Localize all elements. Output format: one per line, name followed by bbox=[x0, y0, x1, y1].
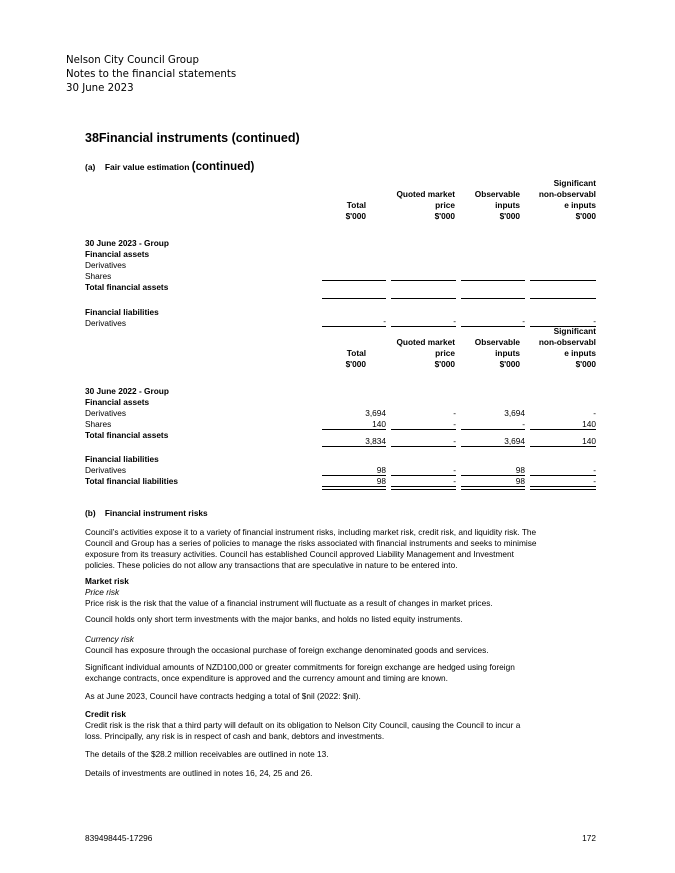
col-header-observable-2023: Observable inputs $'000 bbox=[474, 189, 520, 221]
cell-2022-deriv-total: 3,694 bbox=[365, 408, 386, 418]
rule bbox=[391, 298, 456, 299]
cell-2022-liabderiv-total: 98 bbox=[376, 465, 386, 475]
col-header-significant-2023: Significant non-observabl e inputs $'000 bbox=[538, 178, 596, 221]
currency-risk-heading: Currency risk bbox=[85, 634, 134, 644]
table-2023-liabilities-label: Financial liabilities bbox=[85, 307, 159, 317]
market-risk-block bbox=[85, 576, 600, 609]
intro-paragraph: Council’s activities expose it to a variety of financial instrument risks, including market risk, credit risk, and liquidity risk. The Council and Group has a series of policies to manage the risks associated with financial instruments and seeks to minimise exposure from its treasury activities. Council has established Council approved Liability Management and Investment policies. These policies do not allow any transactions that are speculative in nature to be entered into. bbox=[85, 527, 537, 570]
cell-2023-liab-observable: - bbox=[522, 316, 525, 326]
table-2022-heading: 30 June 2022 - Group bbox=[85, 386, 169, 396]
credit-risk-text-3: Details of investments are outlined in notes 16, 24, 25 and 26. bbox=[85, 768, 313, 778]
cell-2022-totalliab-observable: 98 bbox=[515, 476, 525, 486]
rule bbox=[530, 298, 596, 299]
rule bbox=[461, 429, 525, 430]
table-2022-liabilities-label: Financial liabilities bbox=[85, 454, 159, 464]
rule bbox=[322, 446, 386, 447]
price-risk-heading: Price risk bbox=[85, 587, 120, 597]
col-header-total-2022: Total $'000 bbox=[345, 348, 366, 369]
table-2022-liab-derivatives-label: Derivatives bbox=[85, 465, 127, 475]
rule bbox=[530, 280, 596, 281]
rule bbox=[530, 429, 596, 430]
subsection-a-continued: (continued) bbox=[191, 161, 255, 173]
cell-2022-deriv-significant: - bbox=[593, 408, 596, 418]
currency-risk-block bbox=[85, 634, 600, 656]
credit-risk-text-2: The details of the $28.2 million receivables are outlined in note 13. bbox=[85, 749, 329, 759]
col-header-quoted-2023: Quoted market price $'000 bbox=[396, 189, 455, 221]
org-name: Nelson City Council Group bbox=[66, 55, 199, 66]
rule bbox=[461, 298, 525, 299]
cell-2022-totalassets-significant: 140 bbox=[582, 436, 596, 446]
col-header-significant-2022: Significant non-observabl e inputs $'000 bbox=[538, 326, 596, 369]
double-rule bbox=[461, 486, 525, 490]
cell-2022-totalassets-quoted: - bbox=[453, 436, 456, 446]
subsection-b-heading bbox=[85, 508, 208, 518]
cell-2023-liab-total: - bbox=[383, 316, 386, 326]
footer-doc-id: 839498445-17296 bbox=[85, 833, 153, 843]
rule bbox=[391, 429, 456, 430]
table-2022-assets-label: Financial assets bbox=[85, 397, 150, 407]
rule bbox=[461, 446, 525, 447]
price-risk-text-2: Council holds only short term investments with the major banks, and holds no listed equity instruments. bbox=[85, 614, 463, 624]
section-number: 38 bbox=[85, 131, 99, 145]
subsection-a-title: Fair value estimation bbox=[104, 162, 190, 172]
currency-risk-text-2: Significant individual amounts of NZD100,000 or greater commitments for foreign exchange are hedged using foreign exchange contracts, once expenditure is approved and the currency amount and timing are known. bbox=[85, 662, 515, 683]
subsection-b-label: (b) bbox=[85, 508, 96, 518]
cell-2022-deriv-observable: 3,694 bbox=[504, 408, 525, 418]
rule bbox=[391, 280, 456, 281]
cell-2022-deriv-quoted: - bbox=[453, 408, 456, 418]
table-2023-total-assets-label: Total financial assets bbox=[85, 282, 169, 292]
credit-risk-block: Credit risk Credit risk is the risk that a third party will default on its obligation to Nelson City Council, causing the Council to incur a loss. Principally, any risk is in respect of cash and bank, debtors and investments. bbox=[85, 709, 600, 742]
col-header-observable-2022: Observable inputs $'000 bbox=[474, 337, 520, 369]
subsection-b-title: Financial instrument risks bbox=[104, 508, 208, 518]
cell-2022-shares-observable: - bbox=[522, 419, 525, 429]
cell-2022-shares-significant: 140 bbox=[582, 419, 596, 429]
cell-2023-liab-significant: - bbox=[593, 316, 596, 326]
table-2023-shares-label: Shares bbox=[85, 271, 112, 281]
cell-2022-liabderiv-quoted: - bbox=[453, 465, 456, 475]
currency-risk-text: Council has exposure through the occasional purchase of foreign exchange denominated goods and services. bbox=[85, 645, 489, 655]
page-number: 172 bbox=[582, 833, 596, 843]
subsection-a-label: (a) bbox=[85, 162, 96, 172]
cell-2022-totalassets-observable: 3,694 bbox=[504, 436, 525, 446]
table-2022-derivatives-label: Derivatives bbox=[85, 408, 127, 418]
doc-date: 30 June 2023 bbox=[66, 82, 134, 94]
table-2023-assets-label: Financial assets bbox=[85, 249, 150, 259]
table-2023-liab-derivatives-label: Derivatives bbox=[85, 318, 127, 328]
table-2022-total-assets-label: Total financial assets bbox=[85, 430, 169, 440]
section-title: Financial instruments (continued) bbox=[98, 131, 300, 145]
cell-2022-liabderiv-observable: 98 bbox=[515, 465, 525, 475]
cell-2022-shares-total: 140 bbox=[372, 419, 386, 429]
double-rule bbox=[322, 486, 386, 490]
doc-title: Notes to the financial statements bbox=[66, 68, 237, 80]
col-header-quoted-2022: Quoted market price $'000 bbox=[396, 337, 455, 369]
rule bbox=[322, 429, 386, 430]
currency-risk-text-3: As at June 2023, Council have contracts hedging a total of $nil (2022: $nil). bbox=[85, 691, 361, 701]
cell-2022-totalliab-significant: - bbox=[593, 476, 596, 486]
table-2022-total-liabilities-label: Total financial liabilities bbox=[85, 476, 178, 486]
rule bbox=[530, 446, 596, 447]
rule bbox=[322, 298, 386, 299]
cell-2022-totalliab-quoted: - bbox=[453, 476, 456, 486]
double-rule bbox=[391, 486, 456, 490]
section-heading bbox=[85, 131, 300, 145]
double-rule bbox=[530, 486, 596, 490]
rule bbox=[391, 446, 456, 447]
rule bbox=[322, 280, 386, 281]
rule bbox=[461, 280, 525, 281]
table-2022-shares-label: Shares bbox=[85, 419, 112, 429]
market-risk-heading: Market risk bbox=[85, 576, 129, 586]
credit-risk-heading: Credit risk bbox=[85, 709, 127, 719]
cell-2023-liab-quoted: - bbox=[453, 316, 456, 326]
table-2023-derivatives-label: Derivatives bbox=[85, 260, 127, 270]
document-header bbox=[66, 54, 236, 95]
table-2023-heading: 30 June 2023 - Group bbox=[85, 238, 169, 248]
cell-2022-liabderiv-significant: - bbox=[593, 465, 596, 475]
col-header-total-2023: Total $'000 bbox=[345, 200, 366, 221]
subsection-a-heading bbox=[85, 161, 254, 173]
price-risk-text: Price risk is the risk that the value of a financial instrument will fluctuate as a result of changes in market prices. bbox=[85, 598, 493, 608]
cell-2022-shares-quoted: - bbox=[453, 419, 456, 429]
cell-2022-totalliab-total: 98 bbox=[376, 476, 386, 486]
cell-2022-totalassets-total: 3,834 bbox=[365, 436, 386, 446]
